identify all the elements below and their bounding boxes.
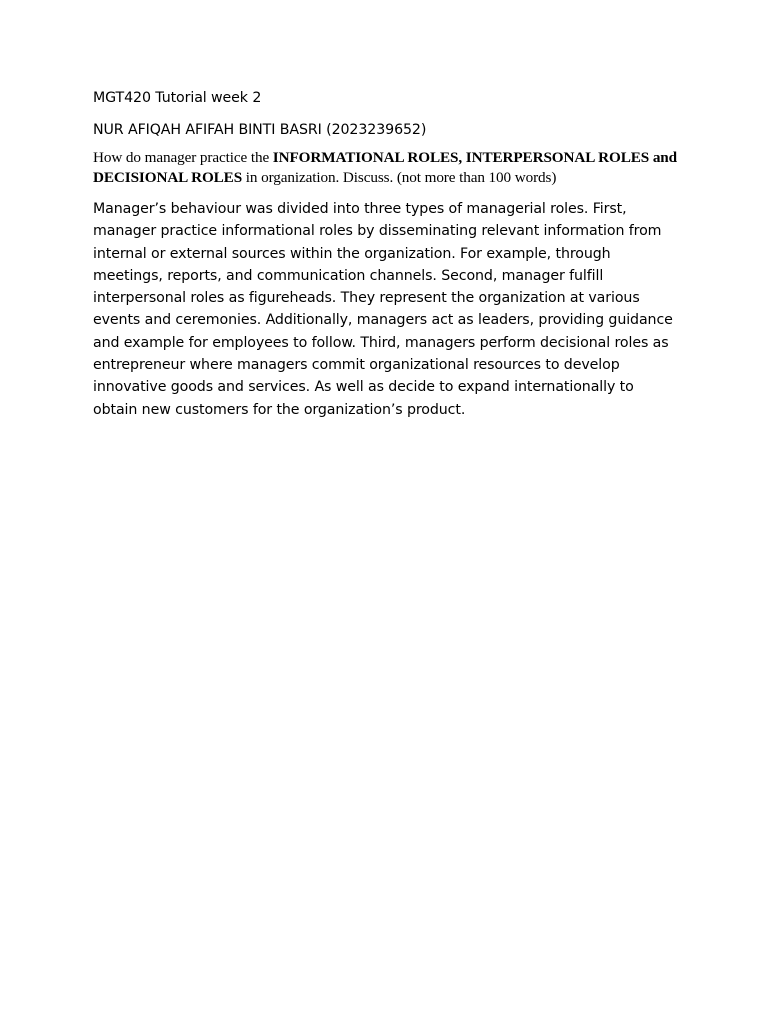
student-name-id: NUR AFIQAH AFIFAH BINTI BASRI (2023239652) xyxy=(93,122,427,138)
question-text xyxy=(93,148,678,188)
document-body xyxy=(93,87,678,421)
answer-paragraph: Manager’s behaviour was divided into three types of managerial roles. First, manager practice informational roles by disseminating relevant information from internal or external sources within the organization. For example, through meetings, reports, and communication channels. Second, manager fulfill interpersonal roles as figureheads. They represent the organization at various events and ceremonies. Additionally, managers act as leaders, providing guidance and example for employees to follow. Third, managers perform decisional roles as entrepreneur where managers commit organizational resources to develop innovative goods and services. As well as decide to expand internationally to obtain new customers for the organization’s product. xyxy=(93,201,673,418)
question-suffix: in organization. Discuss. (not more than 100 words) xyxy=(242,169,557,186)
course-title: MGT420 Tutorial week 2 xyxy=(93,90,262,106)
question-bold-roles: INFORMATIONAL ROLES, INTERPERSONAL ROLES and DECISIONAL ROLES xyxy=(93,149,678,186)
question-prefix: How do manager practice the xyxy=(93,149,273,166)
